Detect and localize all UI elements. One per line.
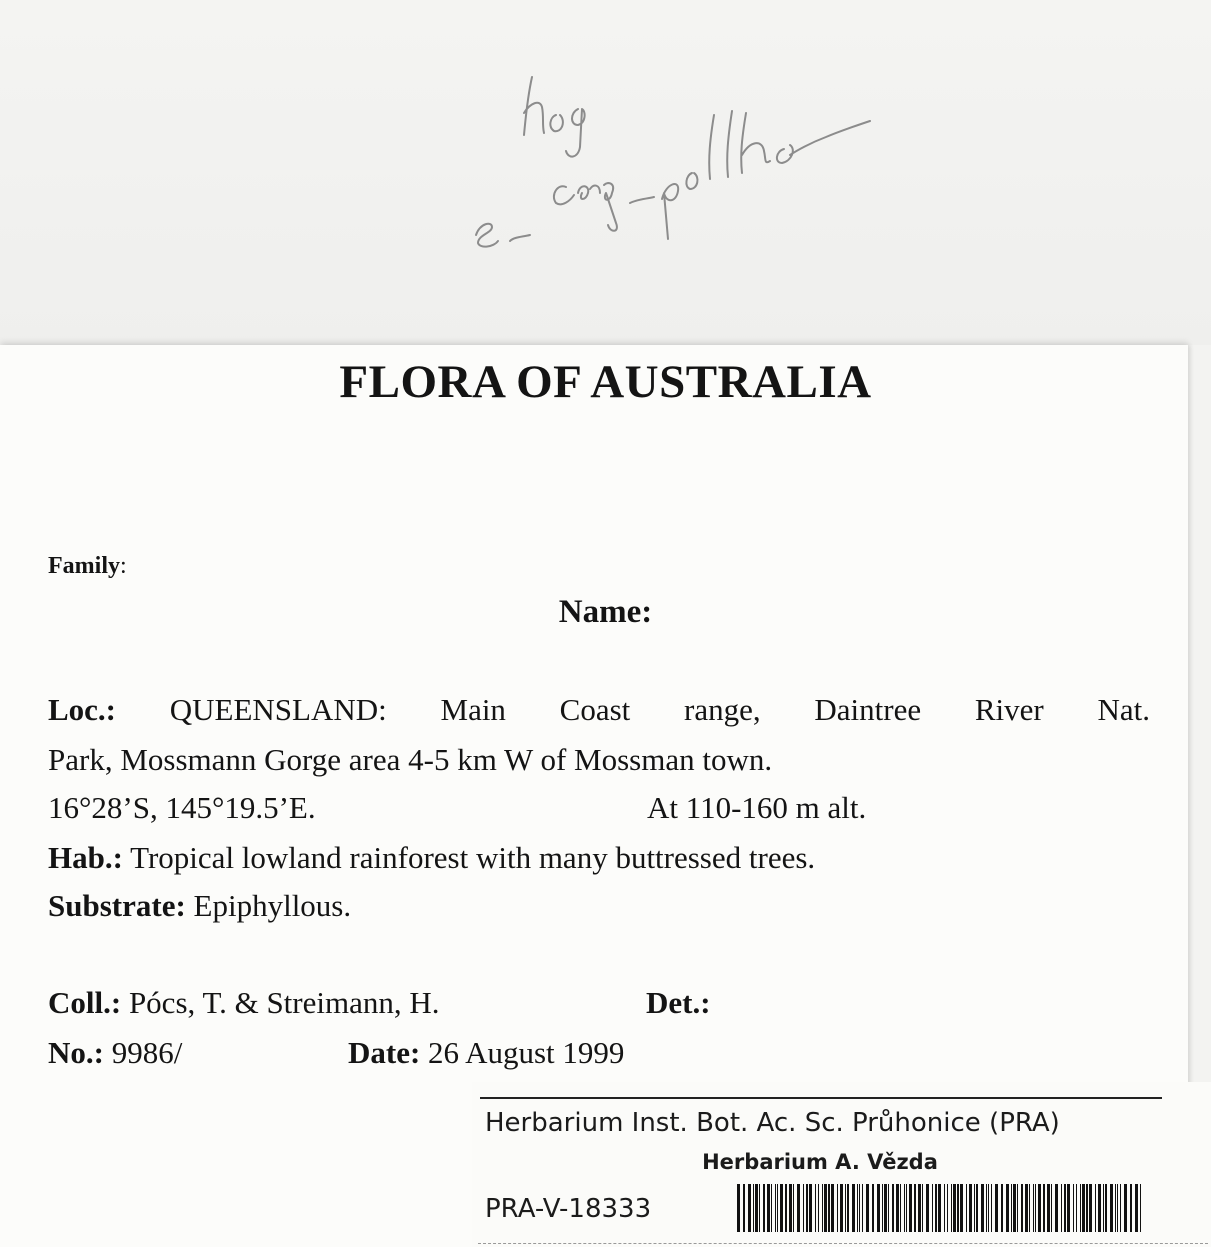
barcode-bar (1140, 1184, 1141, 1232)
barcode-bar (918, 1184, 921, 1232)
stamp-bottom-edge (478, 1243, 1208, 1244)
date-label: Date: (348, 1035, 421, 1070)
barcode-bar (1103, 1184, 1104, 1232)
herbarium-collection: Herbarium A. Vězda (702, 1150, 938, 1174)
barcode-bar (988, 1184, 989, 1232)
locality-line-1 (48, 692, 1150, 728)
barcode-bar (1124, 1184, 1127, 1232)
barcode-bar (926, 1184, 929, 1232)
collectors-label: Coll.: (48, 985, 122, 1020)
barcode-bar (877, 1184, 880, 1232)
substrate-label: Substrate: (48, 888, 186, 923)
barcode-bar (1098, 1184, 1101, 1232)
barcode-bar (1033, 1184, 1034, 1232)
barcode-bar (797, 1184, 800, 1232)
barcode-bar (840, 1184, 843, 1232)
barcode-bar (969, 1184, 972, 1232)
barcode-bar (1105, 1184, 1107, 1232)
barcode-bar (882, 1184, 883, 1232)
barcode-bar (909, 1184, 912, 1232)
barcode-bar (981, 1184, 984, 1232)
barcode-bar (935, 1184, 937, 1232)
barcode-bar (906, 1184, 907, 1232)
barcode-bar (1013, 1184, 1016, 1232)
barcode-bar (818, 1184, 819, 1232)
stamp-rule (480, 1097, 1162, 1099)
barcode-bar (767, 1184, 770, 1232)
barcode (735, 1184, 1145, 1232)
barcode-bar (1117, 1184, 1118, 1232)
locality-label: Loc.: (48, 692, 117, 727)
specimen-id: PRA-V-18333 (485, 1194, 652, 1224)
barcode-bar (780, 1184, 783, 1232)
barcode-bar (947, 1184, 948, 1232)
barcode-bar (991, 1184, 992, 1232)
barcode-bar (944, 1184, 945, 1232)
barcode-bar (1067, 1184, 1070, 1232)
barcode-bar (1025, 1184, 1028, 1232)
barcode-bar (1089, 1184, 1092, 1232)
pencil-annotation (470, 55, 910, 255)
barcode-bar (748, 1184, 751, 1232)
barcode-bar (960, 1184, 963, 1232)
barcode-bar (1130, 1184, 1132, 1232)
barcode-bar (753, 1184, 754, 1232)
number-label: No.: (48, 1035, 104, 1070)
barcode-bar (759, 1184, 760, 1232)
barcode-bar (777, 1184, 778, 1232)
barcode-bar (1035, 1184, 1036, 1232)
barcode-bar (789, 1184, 792, 1232)
barcode-bar (1006, 1184, 1009, 1232)
barcode-bar (957, 1184, 959, 1232)
barcode-bar (852, 1184, 855, 1232)
barcode-bar (914, 1184, 916, 1232)
collectors-text: Pócs, T. & Streimann, H. (128, 985, 440, 1020)
barcode-bar (809, 1184, 812, 1232)
barcode-bar (828, 1184, 830, 1232)
barcode-bar (785, 1184, 787, 1232)
barcode-bar (862, 1184, 863, 1232)
barcode-bar (1001, 1184, 1003, 1232)
barcode-bar (904, 1184, 905, 1232)
collectors-field (48, 985, 440, 1021)
barcode-bar (1011, 1184, 1012, 1232)
barcode-bar (888, 1184, 889, 1232)
barcode-bar (1086, 1184, 1088, 1232)
barcode-bar (1135, 1184, 1138, 1232)
barcode-bar (995, 1184, 998, 1232)
habitat-label: Hab.: (48, 840, 123, 875)
date-field (348, 1035, 624, 1071)
barcode-bar (866, 1184, 869, 1232)
barcode-bar (1061, 1184, 1062, 1232)
number-text: 9986/ (111, 1035, 183, 1070)
barcode-bar (974, 1184, 975, 1232)
barcode-bar (1047, 1184, 1050, 1232)
habitat-text: Tropical lowland rainforest with many buttressed trees. (130, 840, 816, 875)
barcode-bar (859, 1184, 860, 1232)
barcode-bar (1064, 1184, 1066, 1232)
barcode-bar (951, 1184, 952, 1232)
date-text: 26 August 1999 (428, 1035, 625, 1070)
barcode-bar (1082, 1184, 1085, 1232)
determiner-label: Det.: (646, 985, 711, 1020)
coordinates: 16°28’S, 145°19.5’E. (48, 790, 316, 825)
barcode-bar (896, 1184, 899, 1232)
locality-line-2: Park, Mossmann Gorge area 4-5 km W of Mossman town. (48, 742, 773, 777)
barcode-bar (803, 1184, 804, 1232)
habitat-field (48, 840, 815, 876)
barcode-bar (953, 1184, 956, 1232)
barcode-bar (824, 1184, 827, 1232)
barcode-bar (755, 1184, 758, 1232)
barcode-bar (1076, 1184, 1077, 1232)
barcode-bar (1115, 1184, 1116, 1232)
barcode-bar (822, 1184, 823, 1232)
barcode-bar (1021, 1184, 1023, 1232)
barcode-bar (837, 1184, 838, 1232)
barcode-bar (872, 1184, 874, 1232)
barcode-bar (1029, 1184, 1030, 1232)
barcode-bar (1051, 1184, 1052, 1232)
name-label: Name: (558, 594, 653, 630)
herbarium-institution: Herbarium Inst. Bot. Ac. Sc. Průhonice (PRA) (485, 1108, 1060, 1138)
barcode-bar (743, 1184, 745, 1232)
barcode-bar (737, 1184, 740, 1232)
barcode-bar (986, 1184, 987, 1232)
altitude: At 110-160 m alt. (647, 790, 867, 825)
family-field (48, 553, 127, 580)
barcode-bar (771, 1184, 772, 1232)
barcode-bar (1110, 1184, 1113, 1232)
barcode-bar (1043, 1184, 1045, 1232)
barcode-bar (793, 1184, 794, 1232)
barcode-bar (1095, 1184, 1096, 1232)
barcode-bar (1073, 1184, 1074, 1232)
locality-text-1: QUEENSLAND: Main Coast range, Daintree River Nat. (169, 692, 1150, 727)
barcode-bar (884, 1184, 887, 1232)
barcode-bar (831, 1184, 834, 1232)
barcode-bar (847, 1184, 849, 1232)
barcode-bar (775, 1184, 776, 1232)
label-title: FLORA OF AUSTRALIA (339, 356, 872, 408)
barcode-bar (857, 1184, 858, 1232)
substrate-field (48, 888, 351, 924)
barcode-bar (966, 1184, 967, 1232)
barcode-bar (922, 1184, 923, 1232)
barcode-bar (1055, 1184, 1058, 1232)
barcode-bar (815, 1184, 816, 1232)
barcode-bar (1038, 1184, 1041, 1232)
barcode-bar (892, 1184, 894, 1232)
barcode-bar (1120, 1184, 1121, 1232)
family-label: Family (48, 553, 120, 579)
family-separator: : (120, 553, 127, 579)
barcode-bar (806, 1184, 808, 1232)
barcode-bar (763, 1184, 765, 1232)
barcode-bar (1017, 1184, 1018, 1232)
substrate-text: Epiphyllous. (193, 888, 352, 923)
barcode-bar (845, 1184, 846, 1232)
number-field (48, 1035, 182, 1071)
barcode-bar (1080, 1184, 1081, 1232)
barcode-bar (900, 1184, 901, 1232)
barcode-bar (938, 1184, 941, 1232)
barcode-bar (976, 1184, 978, 1232)
barcode-bar (932, 1184, 933, 1232)
